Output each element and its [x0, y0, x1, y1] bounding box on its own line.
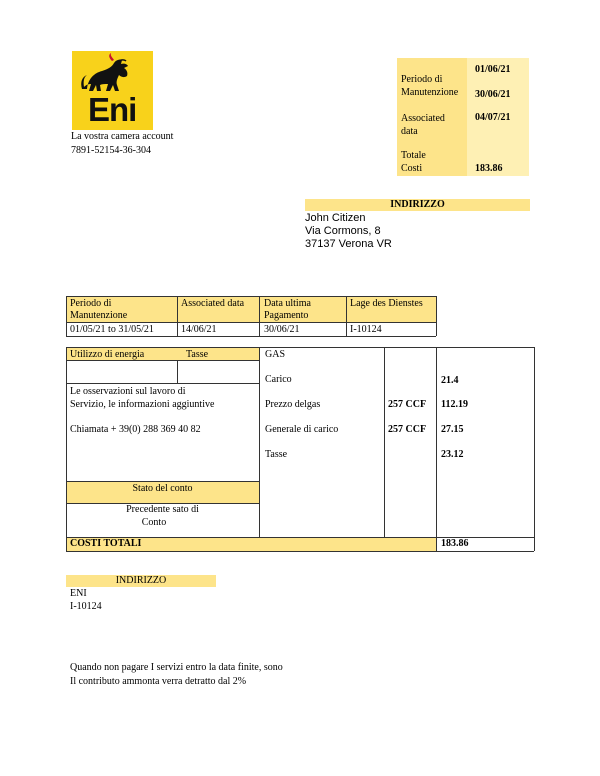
item-qty: 257 CCF [388, 424, 427, 435]
info-header-associated: Associated data [181, 298, 245, 309]
account-label: La vostra camera account [71, 131, 174, 142]
gas-label: GAS [265, 349, 286, 360]
phone-text: Chiamata + 39(0) 288 369 40 82 [70, 424, 201, 435]
summary-totale-value: 183.86 [475, 163, 503, 174]
address-name: John Citizen [305, 212, 366, 224]
notes-line1: Le osservazioni sul lavoro di [70, 386, 186, 397]
item-label: Carico [265, 374, 292, 385]
item-amount: 112.19 [441, 399, 468, 410]
address-city: 37137 Verona VR [305, 238, 392, 250]
summary-periodo-start: 01/06/21 [475, 64, 511, 75]
address2-name: ENI [70, 588, 87, 599]
info-value-associated: 14/06/21 [181, 324, 217, 335]
info-value-data-ultima: 30/06/21 [264, 324, 300, 335]
address2-header: INDIRIZZO [66, 575, 216, 587]
info-value-lage: I-10124 [350, 324, 382, 335]
summary-associated-label: Associated data [401, 113, 445, 137]
summary-totale-label: Totale Costi [401, 150, 426, 174]
account-number: 7891-52154-36-304 [71, 145, 151, 156]
summary-associated-value: 04/07/21 [475, 112, 511, 123]
eni-logo [72, 51, 153, 130]
address-street: Via Cormons, 8 [305, 225, 381, 237]
logo-text: Eni [88, 91, 137, 128]
precedente-line2: Conto [141, 517, 167, 528]
stato-label: Stato del conto [132, 483, 193, 494]
footer-line2: Il contributo ammonta verra detratto dal 2% [70, 676, 247, 687]
address-header: INDIRIZZO [305, 199, 530, 211]
info-header-lage: Lage des Dienstes [350, 298, 423, 309]
info-header-periodo: Periodo di Manutenzione [70, 298, 128, 321]
info-value-periodo: 01/05/21 to 31/05/21 [70, 324, 154, 335]
summary-periodo-label: Periodo di Manutenzione [401, 74, 459, 98]
utilizzo-label: Utilizzo di energia [70, 349, 145, 360]
precedente-line1: Precedente sato di [126, 504, 199, 515]
item-qty: 257 CCF [388, 399, 427, 410]
item-amount: 27.15 [441, 424, 464, 435]
summary-box [397, 58, 529, 176]
notes-line2: Servizio, le informazioni aggiuntive [70, 399, 215, 410]
info-header-data-ultima: Data ultima Pagamento [264, 298, 311, 321]
item-amount: 23.12 [441, 449, 464, 460]
item-amount: 21.4 [441, 375, 459, 386]
footer-line1: Quando non pagare I servizi entro la data finite, sono [70, 662, 283, 673]
tasse-label: Tasse [186, 349, 209, 360]
costi-totali-value: 183.86 [441, 538, 469, 549]
address2-code: I-10124 [70, 601, 102, 612]
costi-totali-label: COSTI TOTALI [70, 538, 142, 549]
item-label: Prezzo delgas [265, 399, 321, 410]
item-label: Generale di carico [265, 424, 339, 435]
item-label: Tasse [265, 449, 288, 460]
summary-periodo-end: 30/06/21 [475, 89, 511, 100]
